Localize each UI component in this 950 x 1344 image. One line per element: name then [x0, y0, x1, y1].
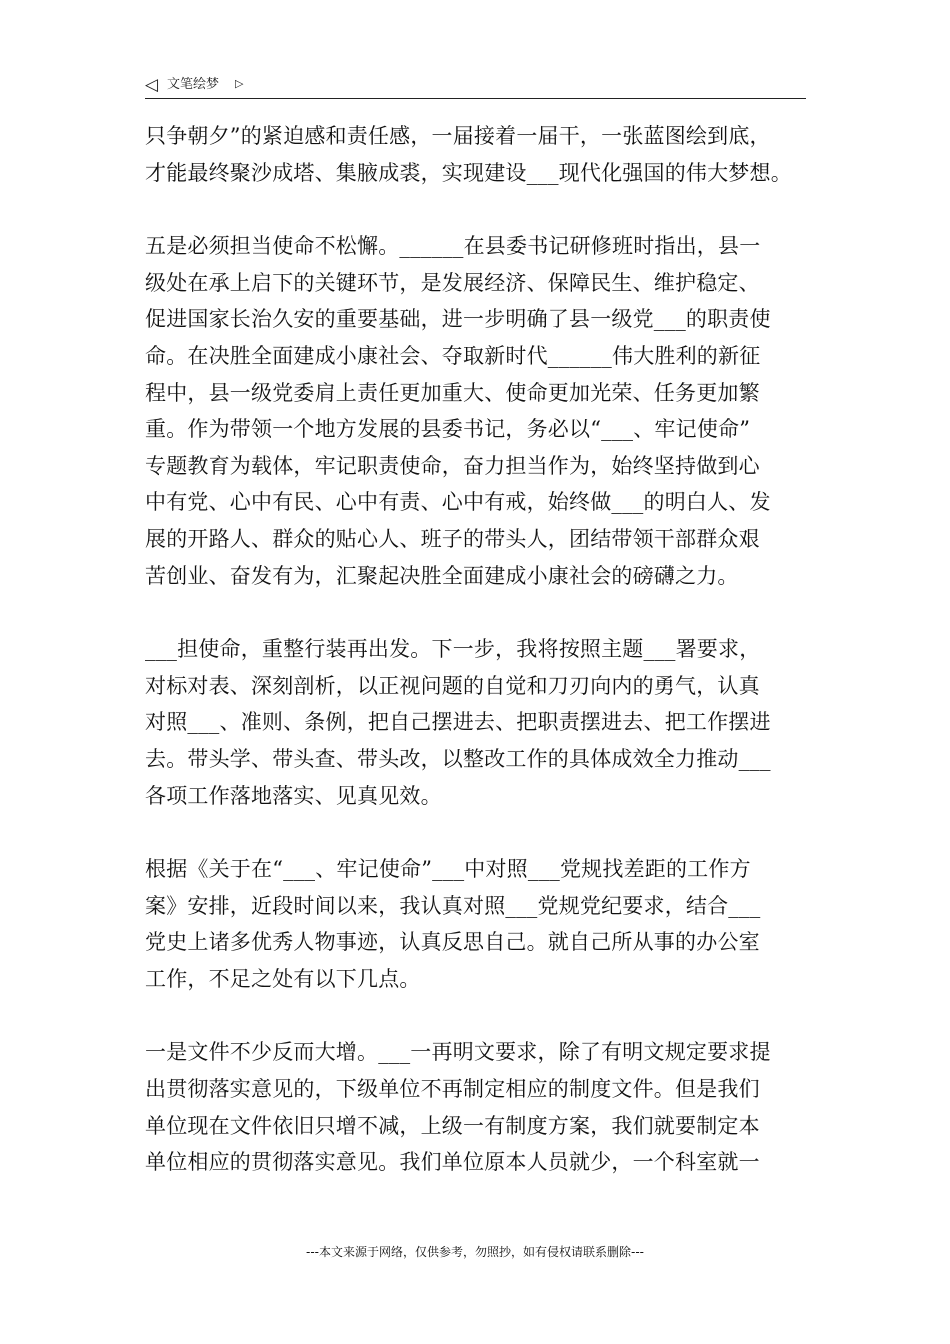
- text-line: 五是必须担当使命不松懈。______在县委书记研修班时指出，县一: [145, 234, 761, 259]
- text-line: 专题教育为载体，牢记职责使命，奋力担当作为，始终坚持做到心: [145, 453, 760, 478]
- text-line: 重。作为带领一个地方发展的县委书记，务必以“___、牢记使命”: [145, 417, 751, 442]
- text-line: 才能最终聚沙成塔、集腋成裘，实现建设___现代化强国的伟大梦想。: [145, 160, 792, 185]
- text-line: 苦创业、奋发有为，汇聚起决胜全面建成小康社会的磅礴之力。: [145, 563, 739, 588]
- paragraph-1: [145, 118, 813, 191]
- header-title: 文笔绘梦: [167, 77, 220, 92]
- text-line: ___担使命，重整行装再出发。下一步，我将按照主题___署要求，: [145, 637, 761, 662]
- text-line: 出贯彻落实意见的，下级单位不再制定相应的制度文件。但是我们: [145, 1077, 760, 1102]
- text-line: 单位现在文件依旧只增不减，上级一有制度方案，我们就要制定本: [145, 1113, 760, 1138]
- text-line: 程中，县一级党委肩上责任更加重大、使命更加光荣、任务更加繁: [145, 380, 760, 405]
- text-line: 对照___、准则、条例，把自己摆进去、把职责摆进去、把工作摆进: [145, 710, 771, 735]
- paragraph-3: [145, 631, 813, 814]
- paragraph-4: [145, 851, 813, 997]
- text-line: 各项工作落地落实、见真见效。: [145, 783, 442, 808]
- paragraph-2: [145, 228, 813, 594]
- text-line: 单位相应的贯彻落实意见。我们单位原本人员就少，一个科室就一: [145, 1150, 760, 1175]
- paragraph-5: [145, 1034, 813, 1180]
- text-line: 党史上诸多优秀人物事迹，认真反思自己。就自己所从事的办公室: [145, 930, 760, 955]
- text-line: 级处在承上启下的关键环节，是发展经济、保障民生、维护稳定、: [145, 270, 760, 295]
- triangle-right-icon: ▷: [235, 77, 244, 90]
- triangle-left-icon: ◁: [145, 75, 159, 95]
- text-line: 一是文件不少反而大增。___一再明文要求，除了有明文规定要求提: [145, 1040, 771, 1065]
- document-body: [145, 118, 813, 1218]
- text-line: 促进国家长治久安的重要基础，进一步明确了县一级党___的职责使: [145, 307, 771, 332]
- text-line: 展的开路人、群众的贴心人、班子的带头人，团结带领干部群众艰: [145, 526, 760, 551]
- footer-disclaimer: ---本文来源于网络，仅供参考，勿照抄，如有侵权请联系删除---: [306, 1245, 644, 1259]
- text-line: 对标对表、深刻剖析，以正视问题的自觉和刀刃向内的勇气，认真: [145, 673, 760, 698]
- text-line: 只争朝夕”的紧迫感和责任感，一届接着一届干，一张蓝图绘到底，: [145, 124, 771, 148]
- text-line: 案》安排，近段时间以来，我认真对照___党规党纪要求，结合___: [145, 893, 761, 918]
- text-line: 根据《关于在“___、牢记使命”___中对照___党规找差距的工作方: [145, 857, 751, 882]
- text-line: 中有党、心中有民、心中有责、心中有戒，始终做___的明白人、发: [145, 490, 771, 515]
- text-line: 命。在决胜全面建成小康社会、夺取新时代______伟大胜利的新征: [145, 343, 761, 368]
- page-header: [145, 72, 806, 99]
- text-line: 工作，不足之处有以下几点。: [145, 966, 421, 991]
- text-line: 去。带头学、带头查、带头改，以整改工作的具体成效全力推动___: [145, 746, 771, 771]
